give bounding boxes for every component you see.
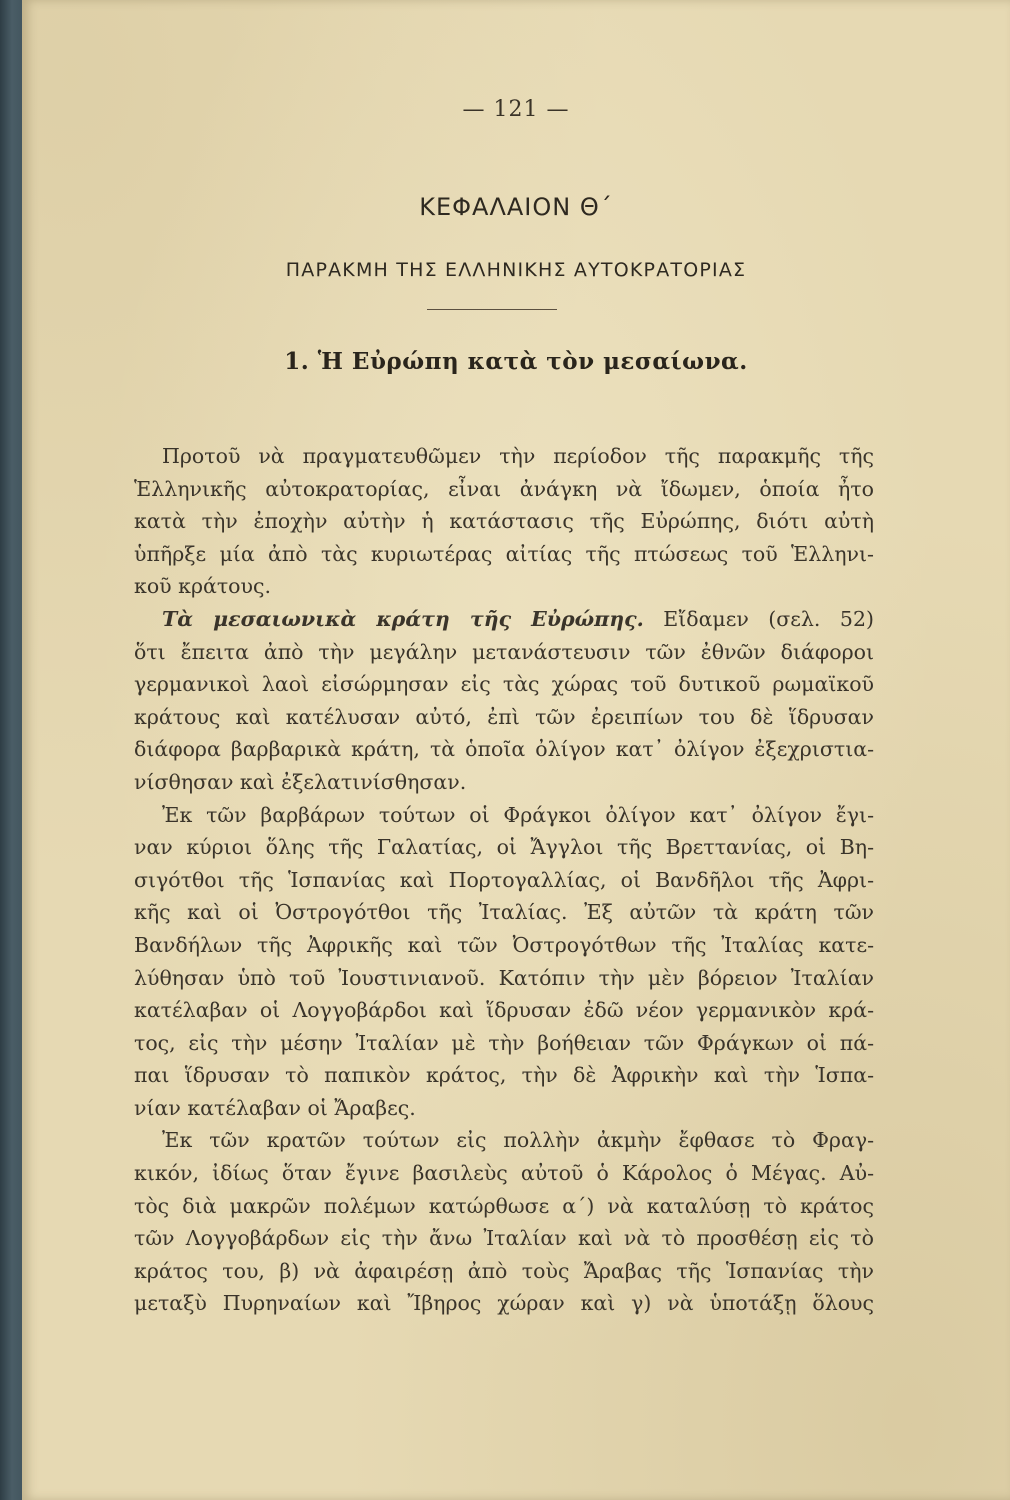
text-line: παι ἵδρυσαν τὸ παπικὸν κράτος, τὴν δὲ Ἀφρικὴν καὶ τὴν Ἱσπα-	[134, 1063, 874, 1088]
text-line: λύθησαν ὑπὸ τοῦ Ἰουστινιανοῦ. Κατόπιν τὴν μὲν βόρειον Ἰταλίαν	[134, 965, 874, 990]
text-line: ναν κύριοι ὅλης τῆς Γαλατίας, οἱ Ἄγγλοι τῆς Βρεττανίας, οἱ Βη-	[134, 835, 874, 860]
text-run: Εἴδαμεν (σελ. 52)	[663, 606, 874, 631]
text-line: κῆς καὶ οἱ Ὀστρογότθοι τῆς Ἰταλίας. Ἐξ αὐτῶν τὰ κράτη τῶν	[134, 900, 874, 925]
body-text	[134, 440, 874, 1320]
book-page	[22, 0, 1010, 1500]
section-heading: 1. Ἡ Εὐρώπη κατὰ τὸν μεσαίωνα.	[284, 348, 748, 375]
text-line: κοῦ κράτους.	[134, 574, 271, 599]
chapter-title: ΚΕΦΑΛΑΙΟΝ Θ΄	[419, 193, 613, 221]
text-line: Ἑλληνικῆς αὐτοκρατορίας, εἶναι ἀνάγκη νὰ ἴδωμεν, ὁποία ἦτο	[134, 476, 874, 501]
text-line: ὑπῆρξε μία ἀπὸ τὰς κυριωτέρας αἰτίας τῆς πτώσεως τοῦ Ἑλληνι-	[134, 541, 874, 566]
text-line: μεταξὺ Πυρηναίων καὶ Ἴβηρος χώραν καὶ γ) νὰ ὑποτάξῃ ὅλους	[134, 1291, 874, 1316]
text-line	[134, 603, 874, 636]
text-line: κατέλαβαν οἱ Λογγοβάρδοι καὶ ἵδρυσαν ἐδῶ νέον γερμανικὸν κρά-	[134, 998, 874, 1023]
text-line: διάφορα βαρβαρικὰ κράτη, τὰ ὁποῖα ὀλίγον κατ᾽ ὀλίγον ἐξεχριστια-	[134, 737, 874, 762]
text-line: νίσθησαν καὶ ἐξελατινίσθησαν.	[134, 769, 467, 794]
text-line: κατὰ τὴν ἐποχὴν αὐτὴν ἡ κατάστασις τῆς Εὐρώπης, διότι αὐτὴ	[134, 509, 874, 534]
page-number: — 121 —	[462, 97, 570, 122]
text-line: ὅτι ἔπειτα ἀπὸ τὴν μεγάλην μετανάστευσιν τῶν ἐθνῶν διάφοροι	[134, 639, 874, 664]
text-line: Προτοῦ νὰ πραγματευθῶμεν τὴν περίοδον τῆς παρακμῆς τῆς	[162, 444, 874, 468]
text-line: σιγότθοι τῆς Ἱσπανίας καὶ Πορτογαλλίας, οἱ Βανδῆλοι τῆς Ἀφρι-	[134, 867, 874, 892]
text-line: νίαν κατέλαβαν οἱ Ἄραβες.	[134, 1095, 416, 1120]
text-line: τῶν Λογγοβάρδων εἰς τὴν ἄνω Ἰταλίαν καὶ νὰ τὸ προσθέσῃ εἰς τὸ	[134, 1226, 874, 1251]
text-line: Βανδήλων τῆς Ἀφρικῆς καὶ τῶν Ὀστρογότθων τῆς Ἰταλίας κατε-	[134, 932, 874, 957]
text-line: κικόν, ἰδίως ὅταν ἔγινε βασιλεὺς αὐτοῦ ὁ Κάρολος ὁ Μέγας. Αὐ-	[134, 1161, 874, 1186]
text-line: τος, εἰς τὴν μέσην Ἰταλίαν μὲ τὴν βοήθειαν τῶν Φράγκων οἱ πά-	[134, 1030, 874, 1055]
text-line: κράτος του, β) νὰ ἀφαιρέσῃ ἀπὸ τοὺς Ἄραβας τῆς Ἱσπανίας τὴν	[134, 1258, 874, 1283]
text-line: Ἐκ τῶν βαρβάρων τούτων οἱ Φράγκοι ὀλίγον κατ᾽ ὀλίγον ἔγι-	[162, 802, 874, 827]
text-line: τὸς διὰ μακρῶν πολέμων κατώρθωσε α΄) νὰ καταλύσῃ τὸ κράτος	[134, 1193, 874, 1218]
text-line: Ἐκ τῶν κρατῶν τούτων εἰς πολλὴν ἀκμὴν ἔφθασε τὸ Φραγ-	[162, 1128, 874, 1153]
text-line: γερμανικοὶ λαοὶ εἰσώρμησαν εἰς τὰς χώρας τοῦ δυτικοῦ ρωμαϊκοῦ	[134, 672, 874, 697]
chapter-subtitle: ΠΑΡΑΚΜΗ ΤΗΣ ΕΛΛΗΝΙΚΗΣ ΑΥΤΟΚΡΑΤΟΡΙΑΣ	[285, 259, 747, 281]
text-line: κράτους καὶ κατέλυσαν αὐτό, ἐπὶ τῶν ἐρειπίων του δὲ ἵδρυσαν	[134, 704, 874, 729]
divider-rule	[427, 309, 557, 310]
run-in-heading: Τὰ μεσαιωνικὰ κράτη τῆς Εὐρώπης.	[162, 606, 644, 631]
